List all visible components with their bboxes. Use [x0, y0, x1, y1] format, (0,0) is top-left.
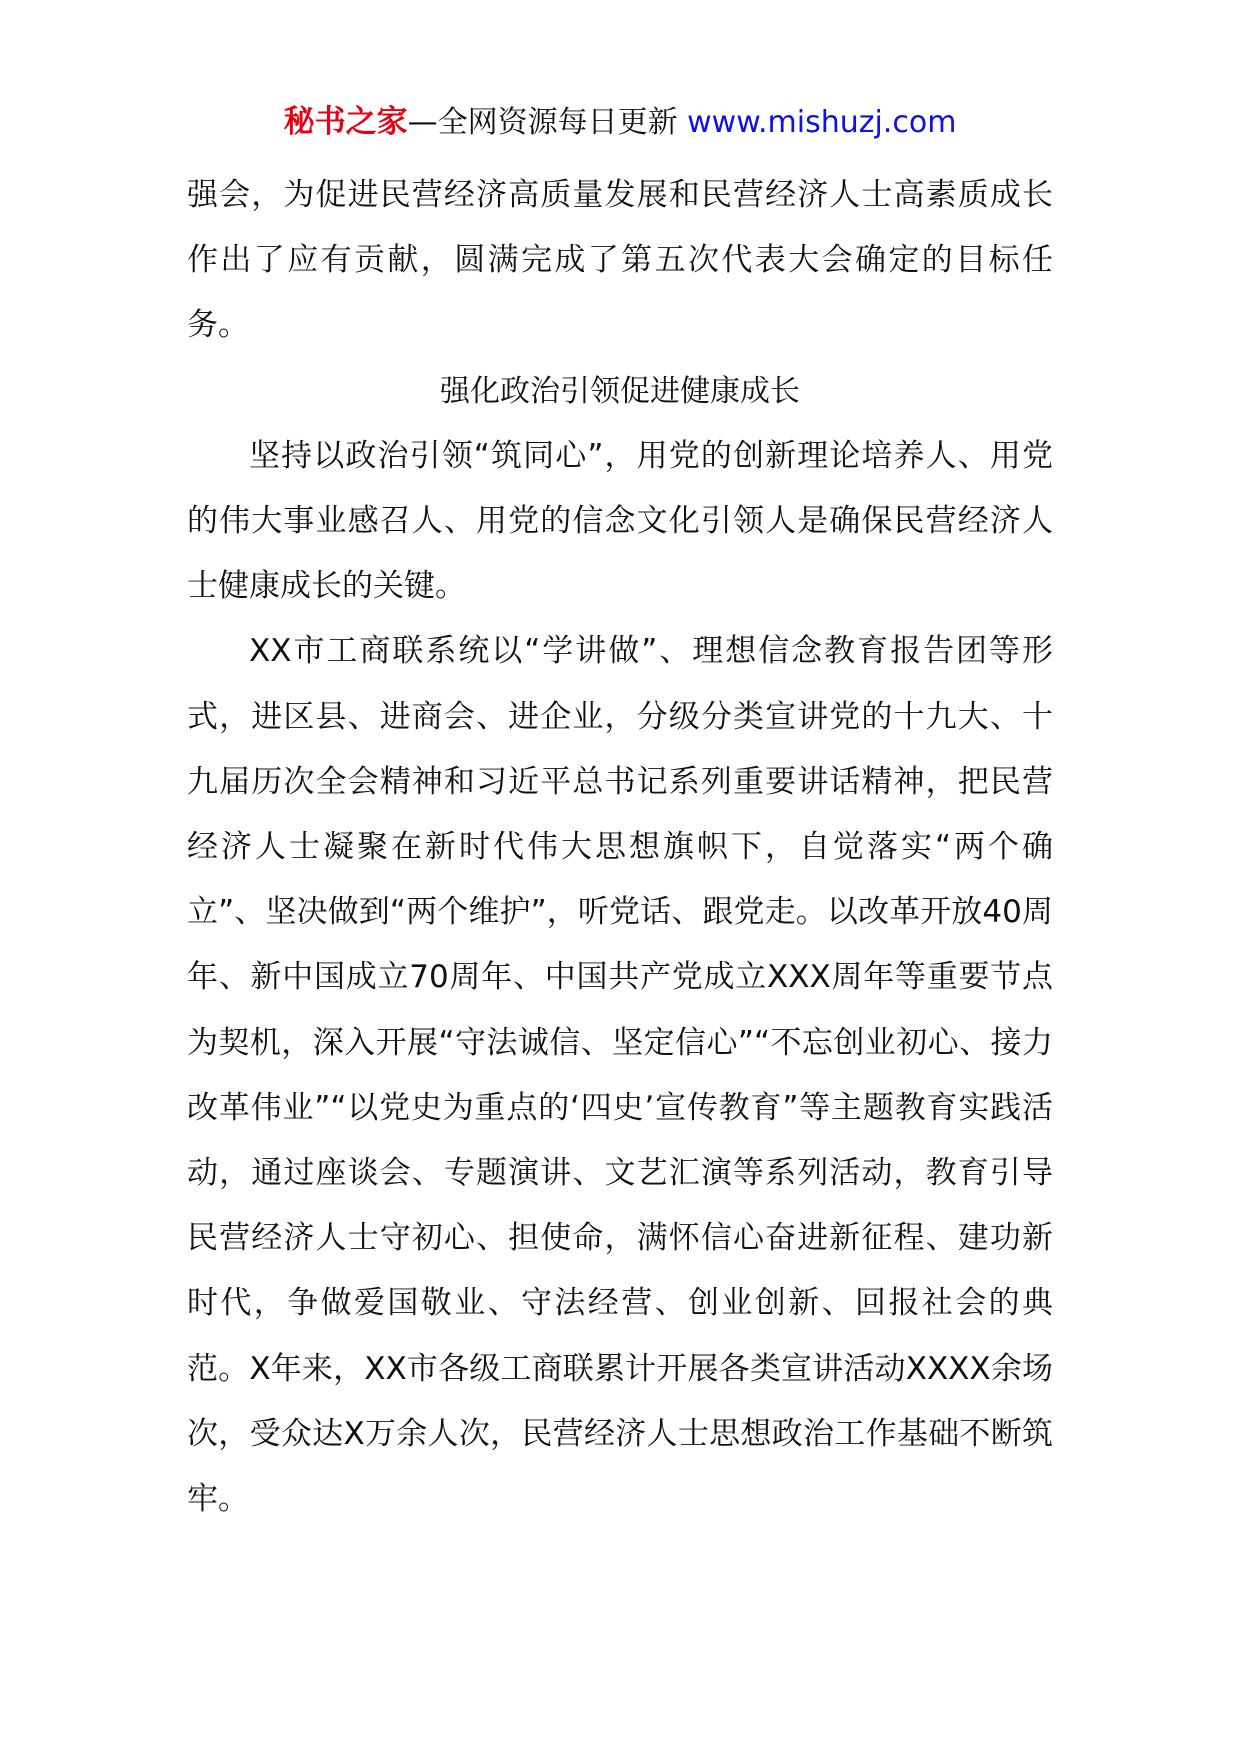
section-heading: 强化政治引领促进健康成长 — [440, 373, 800, 409]
header-brand: 秘书之家 — [283, 104, 408, 140]
paragraph-continuation: 强会，为促进民营经济高质量发展和民营经济人士高素质成长作出了应有贡献，圆满完成了第五次代表大会确定的目标任务。 — [187, 177, 1053, 344]
paragraph-main: XX市工商联系统以“学讲做”、理想信念教育报告团等形式，进区县、进商会、进企业，分级分类宣讲党的十九大、十九届历次全会精神和习近平总书记系列重要讲话精神，把民营经济人士凝聚在新时代伟大思想旗帜下，自觉落实“两个确立”、坚决做到“两个维护”，听党话、跟党走。以改革开放40周年、新中国成立70周年、中国共产党成立XXX周年等重要节点为契机，深入开展“守法诚信、坚定信心”“不忘创业初心、接力改革伟业”“以党史为重点的‘四史’宣传教育”等主题教育实践活动，通过座谈会、专题演讲、文艺汇演等系列活动，教育引导民营经济人士守初心、担使命，满怀信心奋进新征程、建功新时代，争做爱国敬业、守法经营、创业创新、回报社会的典范。X年来，XX市各级工商联累计开展各类宣讲活动XXXX余场次，受众达X万余人次，民营经济人士思想政治工作基础不断筑牢。 — [187, 633, 1053, 1518]
page-header — [0, 100, 1240, 145]
paragraph-intro: 坚持以政治引领“筑同心”，用党的创新理论培养人、用党的伟大事业感召人、用党的信念文化引领人是确保民营经济人士健康成长的关键。 — [187, 437, 1053, 605]
header-slogan: —全网资源每日更新 — [407, 105, 688, 140]
header-url-link[interactable]: www.mishuzj.com — [687, 105, 957, 140]
document-body — [187, 163, 1053, 1532]
